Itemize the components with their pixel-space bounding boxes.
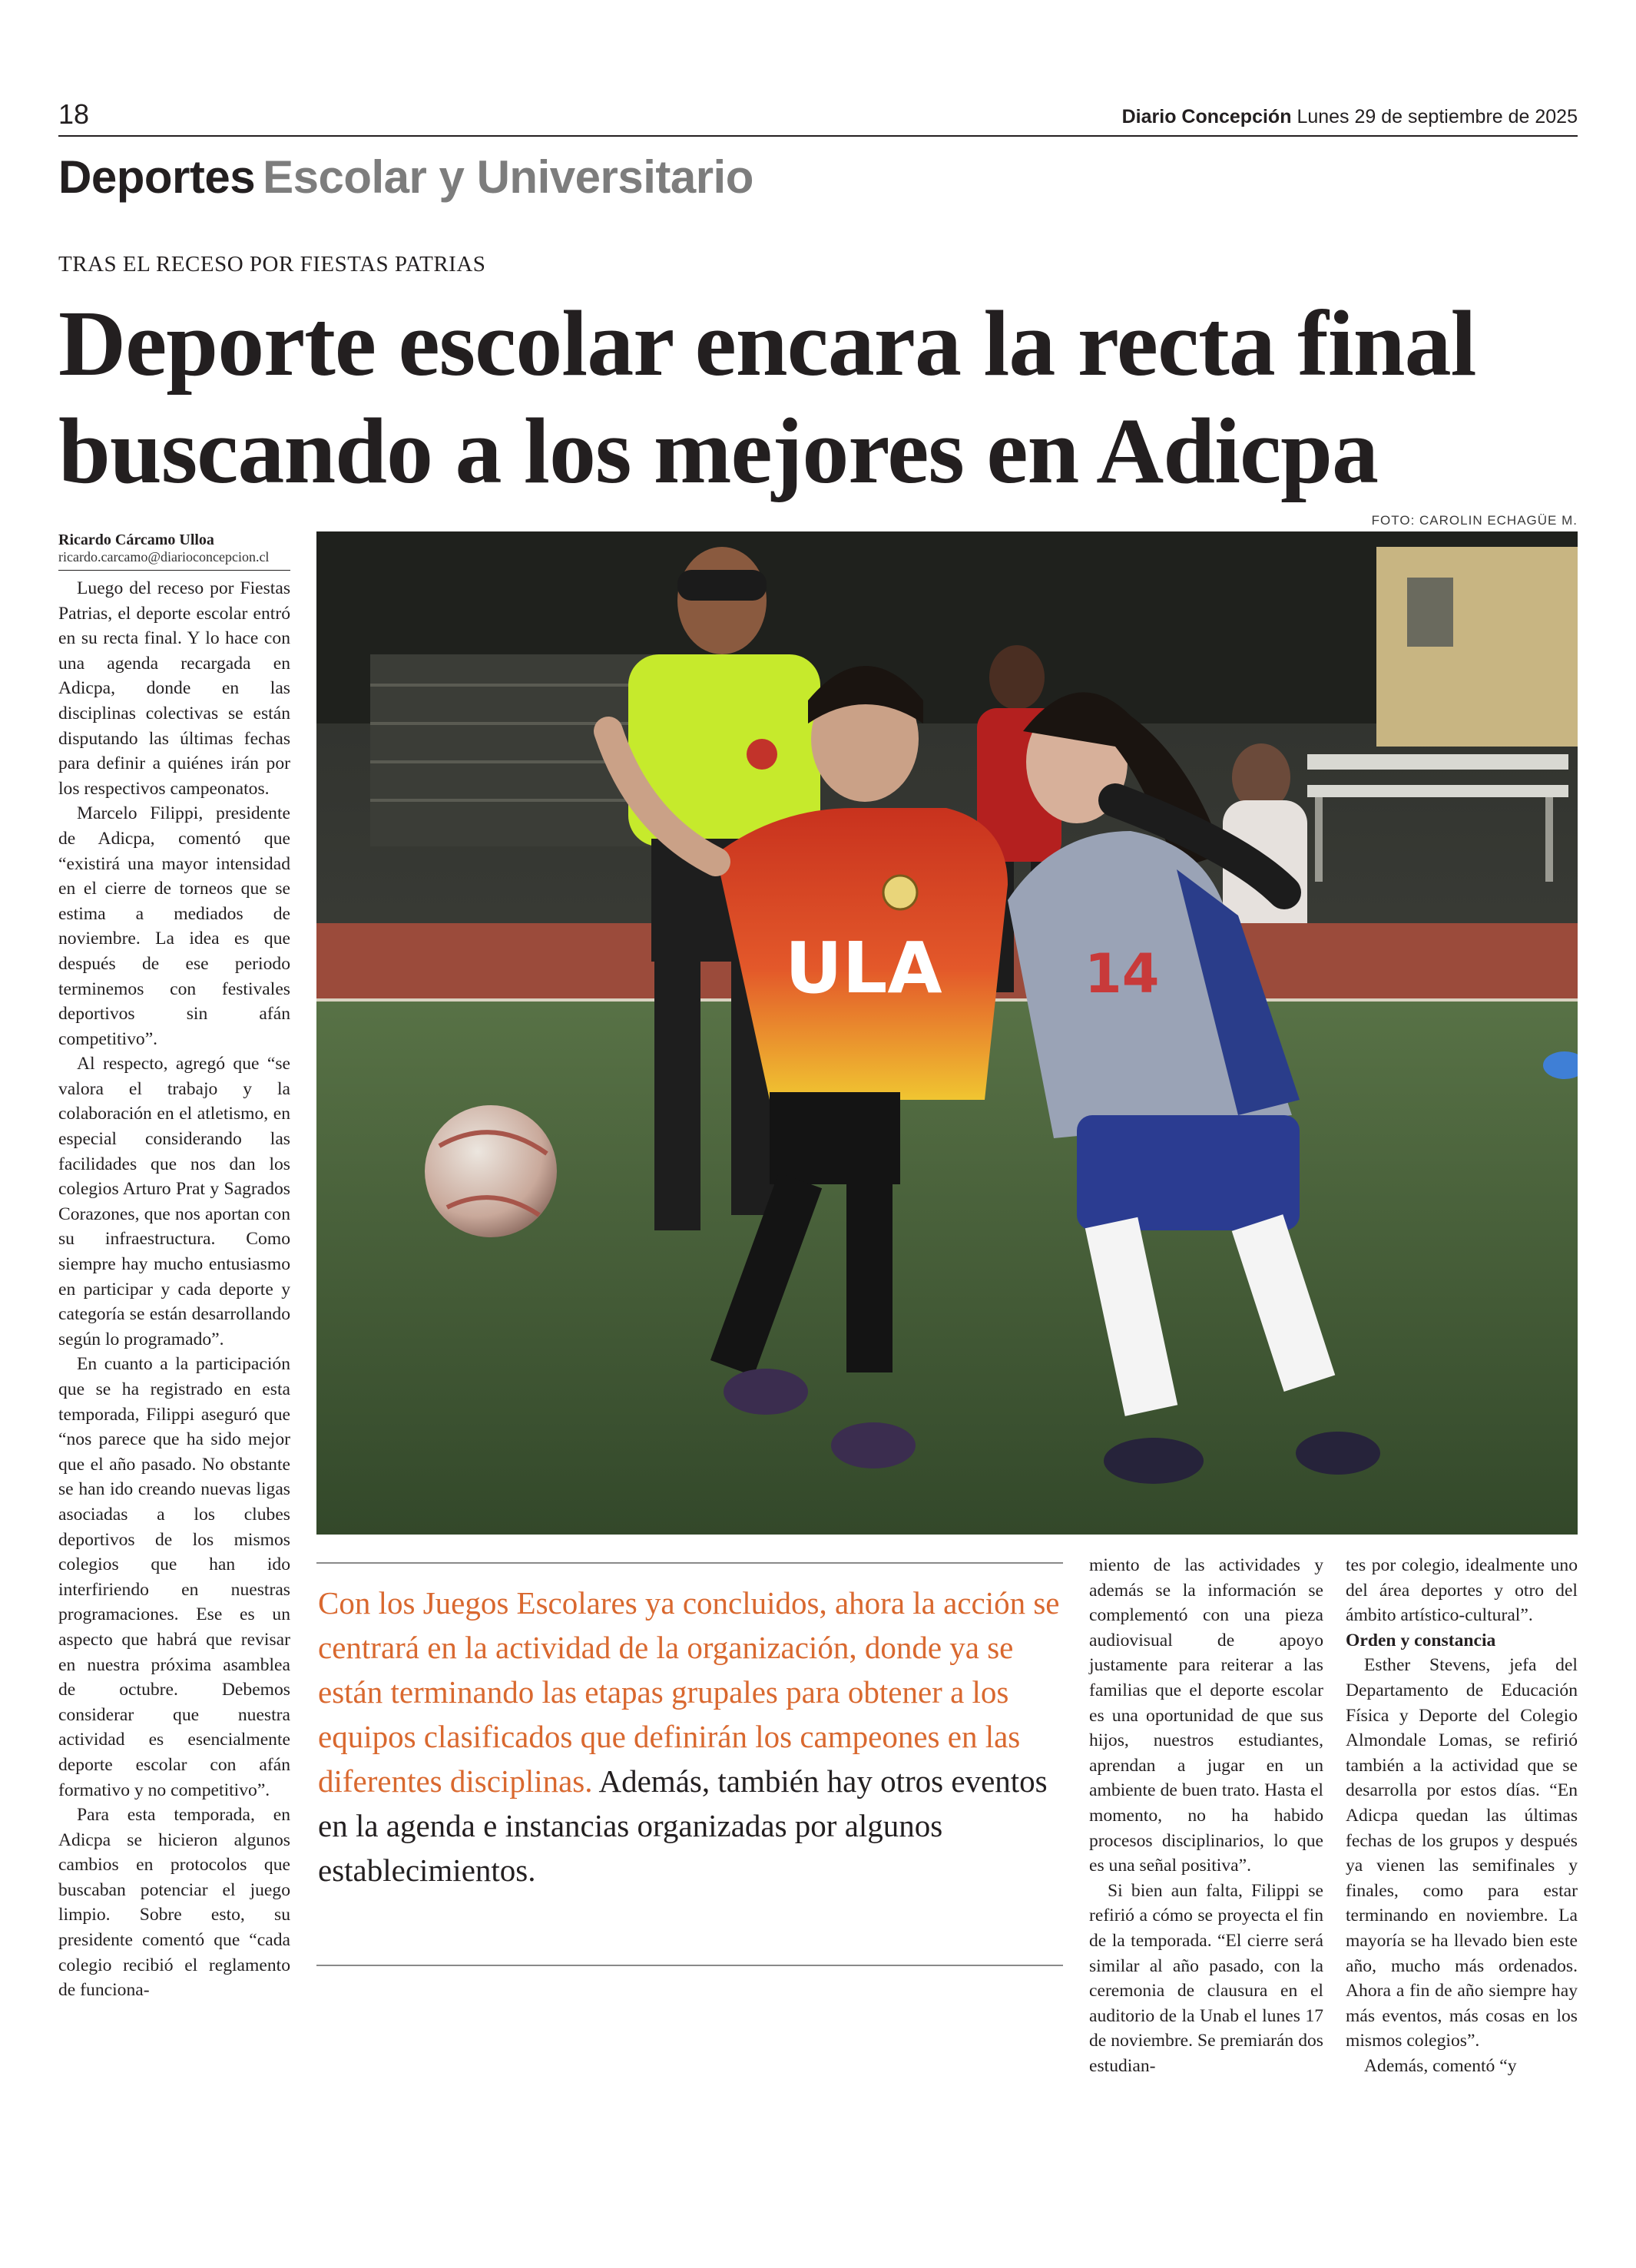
paragraph: Esther Stevens, jefa del Departamento de Educación Física y Deporte del Colegio Almondale Lomas, se refirió también a la actividad que se desarrolla por estos días. “En Adicpa quedan las últimas fechas de los grupos y después ya vienen las semifinales y finales, como para estar terminando en noviembre. La mayoría se ha llevado bien este año, mucho más ordenados. Ahora a fin de año siempre hay más eventos, más cosas en los mismos colegios”. [1346,1655,1578,2051]
headline-bold-1: Deporte escolar [58,292,673,396]
paragraph: En cuanto a la participación que se ha registrado en esta temporada, Filippi aseguró que “nos parece que ha sido mejor que el año pasado. No obstante se han ido creando nuevas ligas asociadas a los clubes deportivos de los mismos colegios que han ido interfiriendo en nuestras programaciones. Ese es un aspecto que habrá que revisar en nuestra próxima asamblea de octubre. Debemos considerar que nuestra actividad es esencialmente deporte escolar con afán formativo y no competitivo”. [58,1354,290,1800]
pullquote-rest: Además, también hay otros eventos en la agenda e instancias organizadas por algunos establecimientos. [318,1763,1048,1888]
byline [58,531,290,571]
jersey-number-blue: 14 [1085,942,1160,1005]
pullquote-rule-top [316,1562,1063,1564]
headline-regular-2: buscando a l [58,399,549,503]
headline-bold-2: os mejores en Adicpa [548,399,1379,503]
paragraph: Luego del receso por Fiestas Patrias, el deporte escolar entró en su recta final. Y lo hace con una agenda recargada en Adicpa, donde en las disciplinas colectivas se están disputando las últimas fechas para definir a quiénes irán por los respectivos campeonatos. [58,578,290,799]
paragraph: Para esta temporada, en Adicpa se hicieron algunos cambios en protocolos que buscaban potenciar el juego limpio. Sobre esto, su presidente comentó que “cada colegio recibió el reglamento de funciona- [58,1805,290,2001]
paragraph: Además, comentó “y [1364,2055,1517,2076]
section-title [58,151,753,204]
header-rule [58,135,1578,137]
section-main: Deportes [58,151,256,203]
author-name: Ricardo Cárcamo Ulloa [58,531,214,548]
article-column-1 [58,576,290,2003]
kicker: TRAS EL RECESO POR FIESTAS PATRIAS [58,252,486,276]
page-number: 18 [58,98,90,130]
paragraph: tes por colegio, idealmente uno del área deportes y otro del ámbito artístico-cultural”. [1346,1555,1578,1626]
paragraph: Marcelo Filippi, presidente de Adicpa, comentó que “existirá una mayor intensidad en el cierre de torneos que se estima a mediados de noviembre. La idea es que después de ese periodo terminemos con festivales deportivos sin afán competitivo”. [58,803,290,1049]
pullquote-rule-bottom [316,1965,1063,1966]
article-column-3 [1089,1553,1323,2078]
article-photo [316,531,1578,1535]
pullquote-accent: Con los Juegos Escolares ya concluidos, ahora la acción se centrará en la actividad de la organización, donde ya se están terminando las etapas grupales para obtener a los equipos clasificados que definirán los campeones en las diferentes disciplinas. [318,1585,1060,1799]
paragraph: miento de las actividades y además se la información se complementó con una pieza audiovisual de apoyo justamente para reiterar a las familias que el deporte escolar es una oportunidad de que sus hijos, nuestros estudiantes, aprendan a jugar en un ambiente de buen trato. Hasta el momento, no ha habido procesos disciplinarios, lo que es una señal positiva”. [1089,1555,1323,1876]
article-column-4 [1346,1553,1578,2078]
section-sub: Escolar y Universitario [263,151,753,203]
jersey-text-red: ULA [785,927,942,1009]
issue-date: Lunes 29 de septiembre de 2025 [1297,106,1578,127]
subhead: Orden y constancia [1346,1630,1496,1651]
author-email[interactable]: ricardo.carcamo@diarioconcepcion.cl [58,549,270,565]
photo-illustration [316,531,1578,1535]
paper-name: Diario Concepción [1121,106,1292,127]
paragraph: Si bien aun falta, Filippi se refirió a cómo se proyecta el fin de la temporada. “El cierre será similar al año pasado, con la ceremonia de clausura en el auditorio de la Unab el lunes 17 de noviembre. Se premiarán dos estudian- [1089,1880,1323,2076]
headline [58,290,1595,505]
pullquote [318,1581,1063,1892]
masthead [1122,106,1578,128]
paragraph: Al respecto, agregó que “se valora el trabajo y la colaboración en el atletismo, en especial considerando las facilidades que nos dan los colegios Arturo Prat y Sagrados Corazones, que nos aportan con su infraestructura. Como siempre hay mucho entusiasmo en participar y cada deporte y categoría se están desarrollando según lo programado”. [58,1054,290,1349]
headline-regular-1: encara la recta final [672,292,1476,396]
photo-credit: FOTO: CAROLIN ECHAGÜE M. [1371,513,1578,528]
